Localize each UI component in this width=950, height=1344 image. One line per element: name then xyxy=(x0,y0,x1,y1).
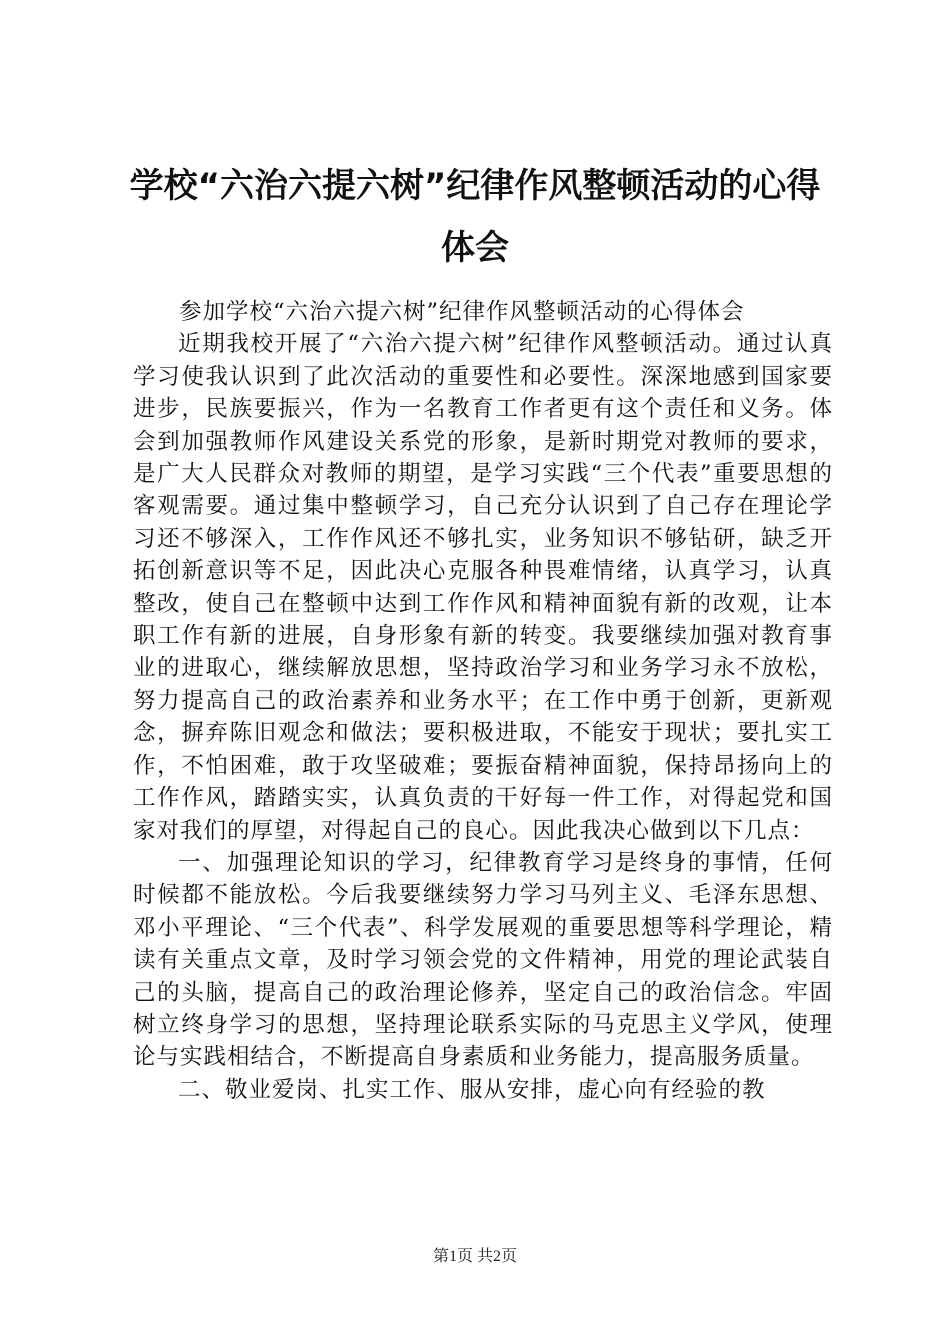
paragraph-intro: 近期我校开展了“六治六提六树”纪律作风整顿活动。通过认真学习使我认识到了此次活动的重要性和必要性。深深地感到国家要进步，民族要振兴，作为一名教育工作者更有这个责任和义务。体会到加强教师作风建设关系党的形象，是新时期党对教师的要求，是广大人民群众对教师的期望，是学习实践“三个代表”重要思想的客观需要。通过集中整顿学习，自己充分认识到了自己存在理论学习还不够深入，工作作风还不够扎实，业务知识不够钻研，缺乏开拓创新意识等不足，因此决心克服各种畏难情绪，认真学习，认真整改，使自己在整顿中达到工作作风和精神面貌有新的改观，让本职工作有新的进展，自身形象有新的转变。我要继续加强对教育事业的进取心，继续解放思想，坚持政治学习和业务学习永不放松，努力提高自己的政治素养和业务水平；在工作中勇于创新，更新观念，摒弃陈旧观念和做法；要积极进取，不能安于现状；要扎实工作，不怕困难，敢于攻坚破难；要振奋精神面貌，保持昂扬向上的工作作风，踏踏实实，认真负责的干好每一件工作，对得起党和国家对我们的厚望，对得起自己的良心。因此我决心做到以下几点： xyxy=(133,331,833,844)
document-subtitle: 参加学校“六治六提六树”纪律作风整顿活动的心得体会 xyxy=(179,299,745,325)
document-body xyxy=(133,296,833,1106)
paragraph-point-two: 二、敬业爱岗、扎实工作、服从安排，虚心向有经验的教 xyxy=(178,1076,766,1103)
page-footer: 第1页 共2页 xyxy=(432,1248,517,1265)
document-title: 学校“六治六提六树”纪律作风整顿活动的心得体会 xyxy=(129,166,821,268)
paragraph-point-one: 一、加强理论知识的学习，纪律教育学习是终身的事情，任何时候都不能放松。今后我要继续努力学习马列主义、毛泽东思想、邓小平理论、“三个代表”、科学发展观的重要思想等科学理论，精读有关重点文章，及时学习领会党的文件精神，用党的理论武装自己的头脑，提高自己的政治理论修养，坚定自己的政治信念。牢固树立终身学习的思想，坚持理论联系实际的马克思主义学风，使理论与实践相结合，不断提高自身素质和业务能力，提高服务质量。 xyxy=(133,849,833,1071)
